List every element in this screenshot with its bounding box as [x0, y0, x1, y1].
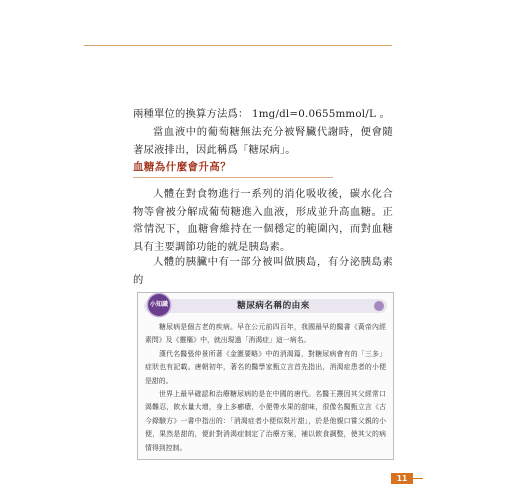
section-heading-underline [133, 177, 333, 178]
section-heading: 血糖為什麼會升高？ [133, 161, 232, 173]
sidebar-paragraph: 糖尿病是個古老的疾病。早在公元前四百年，我國最早的醫書《黃帝內經素問》及《靈樞》中，就出現過「消渴症」這一病名。 [145, 323, 386, 345]
section-heading-block [133, 160, 333, 178]
body-paragraph-pancreas: 人體的胰臟中有一部分被叫做胰島，有分泌胰島素的 [133, 256, 393, 286]
header-rule [84, 45, 392, 46]
page-number-rule [413, 478, 423, 479]
knowledge-badge: 小知識 [148, 294, 170, 316]
decorative-dot-icon [374, 301, 384, 311]
sidebar-box-body [145, 321, 386, 455]
body-paragraph-digestion: 人體在對食物進行一系列的消化吸收後，碳水化合物等會被分解成葡萄糖進入血液，形成並升高血糖。正常情況下，血糖會維持在一個穩定的範圍內，而對血糖具有主要調節功能的就是胰島素。 [133, 188, 393, 253]
sidebar-box-title: 糖尿病名稱的由來 [237, 301, 310, 311]
body-paragraph-definition: 當血液中的葡萄糖無法充分被腎臟代謝時，便會隨著尿液排出，因此稱爲「糖尿病」。 [133, 126, 393, 156]
sidebar-paragraph: 漢代名醫張仲景所著《金匱要略》中的消渴篇，對糖尿病會有的「三多」症狀也有記載。唐朝初年，著名的醫學家甄立言首先指出，消渴症患者的小便是甜的。 [145, 349, 386, 385]
body-paragraph-conversion: 兩種單位的換算方法爲： 1mg/dl=0.0655mmol/L 。 [133, 108, 390, 120]
sidebar-paragraph: 世界上最早確認和治療糖尿病的是在中國的唐代。名醫王燾因其父經常口渴難忍，飲水量大增，身上多癤瘡，小便帶水果的甜味，很像名醫甄立言《古今錄驗方》一書中指出的：「消渴症者小便似麩片甜」，於是他親口嘗父親的小便，果然是甜的，便針對消渴症制定了治療方案，補以飲食調整，使其父的病情得到控制。 [145, 390, 386, 452]
sidebar-box-header [144, 299, 387, 313]
page-number: 11 [391, 473, 413, 484]
knowledge-sidebar-box [137, 292, 394, 460]
